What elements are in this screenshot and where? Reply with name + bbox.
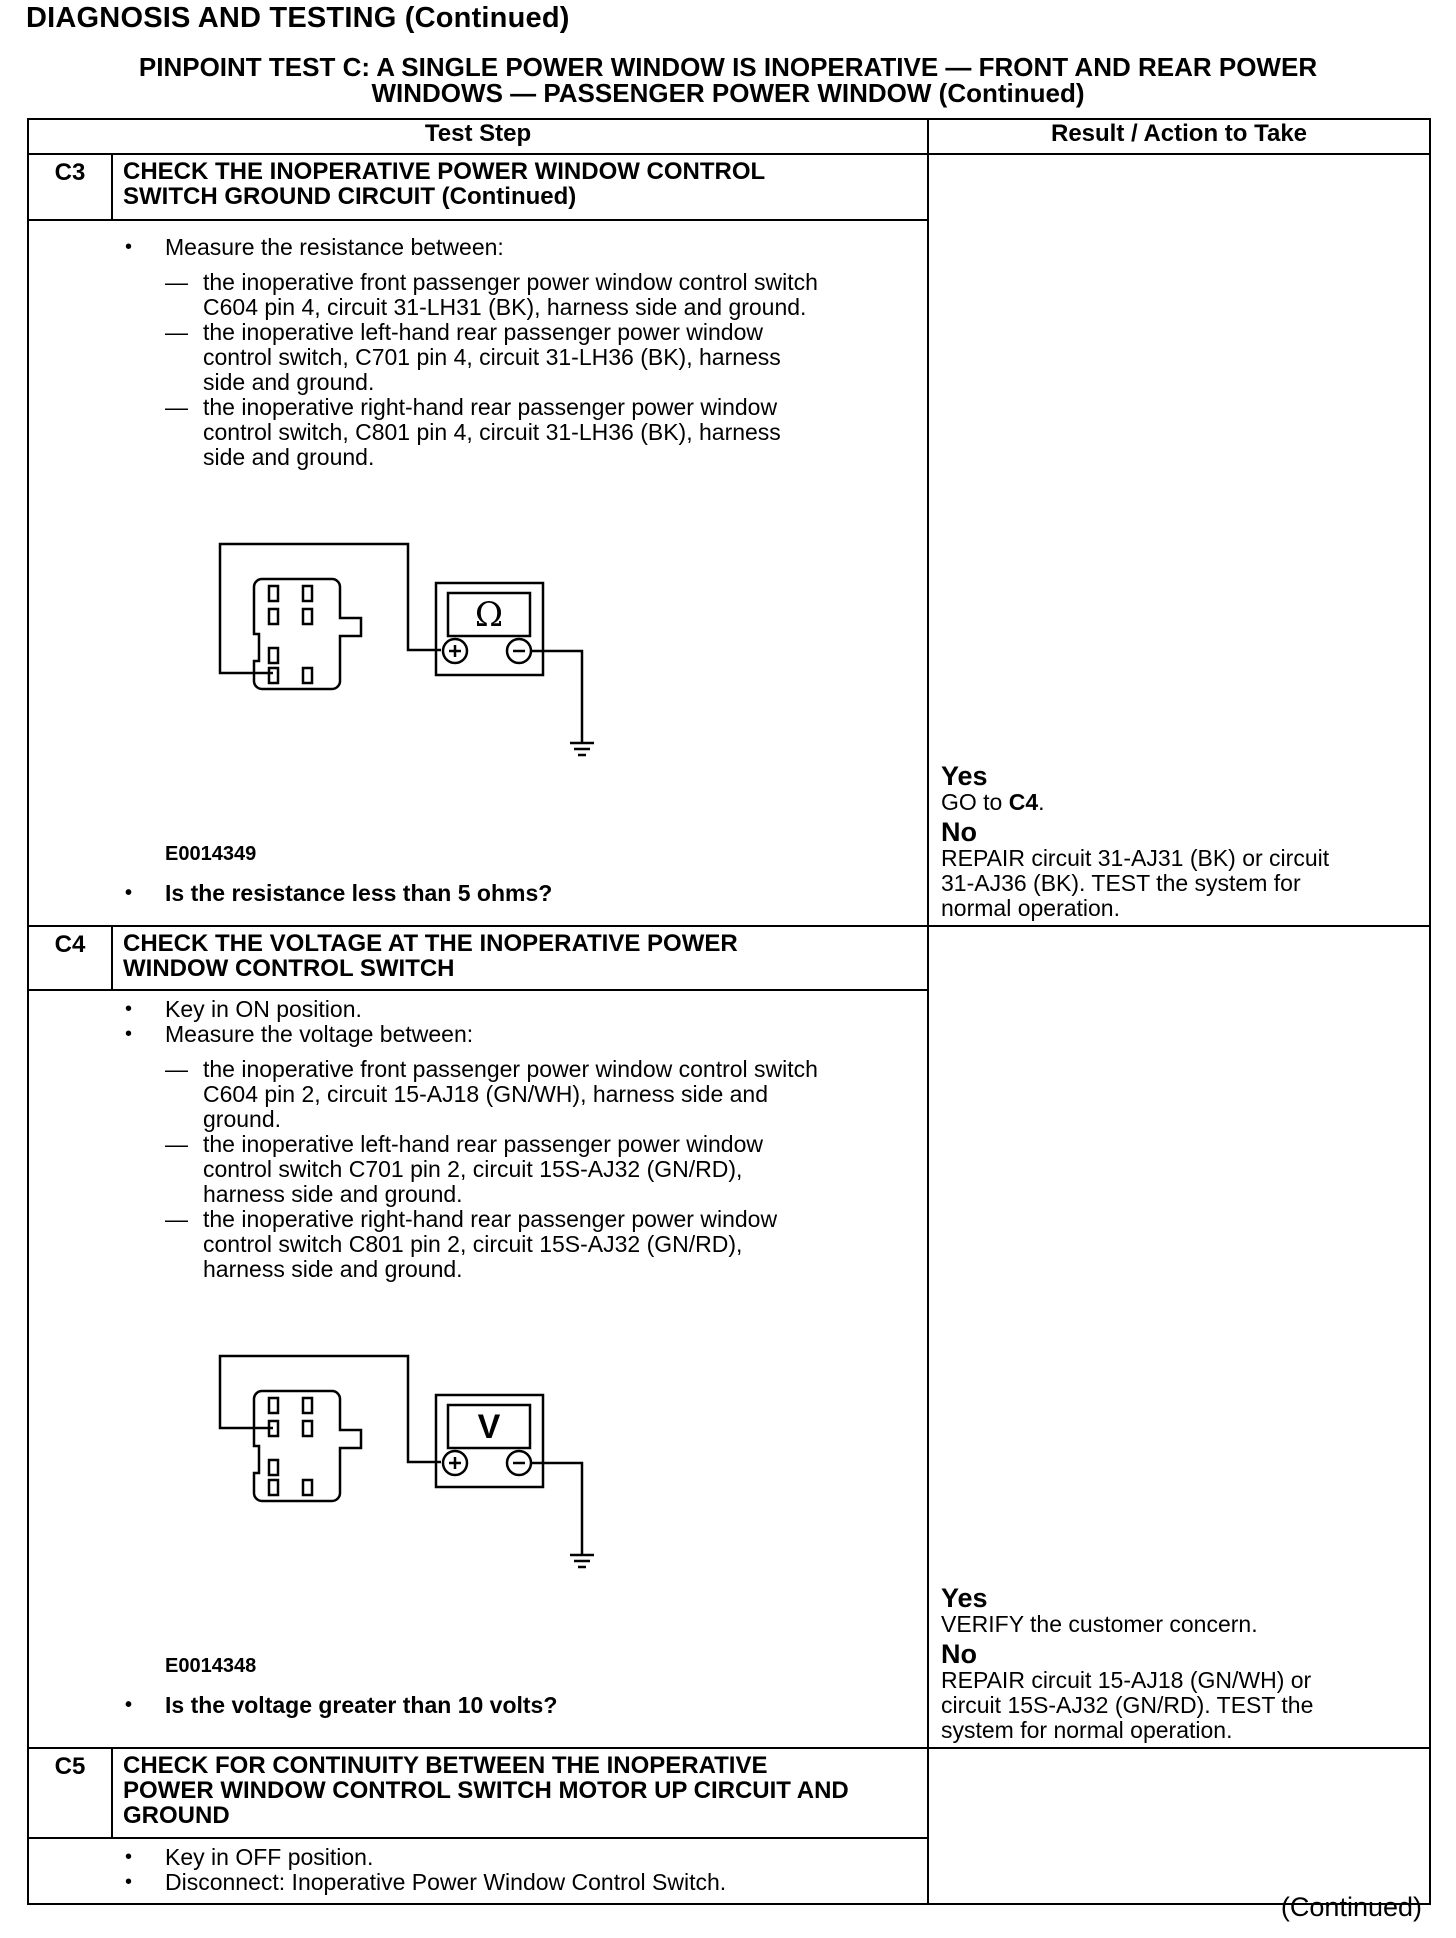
step-c3-title-line-1: CHECK THE INOPERATIVE POWER WINDOW CONTROL bbox=[123, 158, 766, 185]
step-c4-result-text bbox=[941, 1581, 1419, 1743]
sub-item: — the inoperative front passenger power window control switch C604 pin 4, circuit 31-LH31 (BK), harness side and ground. bbox=[165, 269, 818, 320]
step-c4-title-line-2: WINDOW CONTROL SWITCH bbox=[123, 955, 455, 982]
sub-item-list bbox=[165, 270, 917, 470]
bullet-measure-voltage: • Measure the voltage between: bbox=[125, 1022, 917, 1047]
sub-item: — the inoperative front passenger power window control switch C604 pin 2, circuit 15-AJ18 (GN/WH), harness side and ground. bbox=[165, 1056, 818, 1132]
step-c4-title bbox=[112, 926, 928, 990]
result-yes-action: VERIFY the customer concern. bbox=[941, 1611, 1258, 1637]
ohmmeter-diagram bbox=[215, 538, 635, 838]
result-yes-label: Yes bbox=[941, 761, 988, 791]
sub-item: — the inoperative right-hand rear passenger power window control switch, C801 pin 4, circuit 31-LH36 (BK), harness side and ground. bbox=[165, 394, 781, 470]
step-id-c5: C5 bbox=[28, 1748, 112, 1838]
pinpoint-test-title bbox=[0, 54, 1456, 106]
figure-id: E0014348 bbox=[165, 1655, 257, 1677]
result-no-label: No bbox=[941, 817, 977, 847]
step-c5-result bbox=[928, 1748, 1430, 1904]
connector-pin bbox=[303, 1398, 312, 1413]
connector-pin bbox=[269, 586, 278, 601]
ohm-symbol-icon: Ω bbox=[474, 595, 504, 635]
plus-icon bbox=[449, 645, 461, 657]
step-c5-title bbox=[112, 1748, 928, 1838]
ohmmeter-diagram-svg bbox=[215, 538, 635, 838]
ground-icon bbox=[570, 1555, 594, 1567]
step-c3-result-text bbox=[941, 759, 1419, 921]
header-result-action: Result / Action to Take bbox=[928, 119, 1430, 154]
step-c4-body bbox=[28, 990, 928, 1748]
connector-pin bbox=[303, 586, 312, 601]
connector-pin bbox=[269, 1480, 278, 1495]
header-test-step: Test Step bbox=[28, 119, 928, 154]
result-yes-label: Yes bbox=[941, 1583, 988, 1613]
test-title-line-2: WINDOWS — PASSENGER POWER WINDOW (Continued) bbox=[371, 78, 1085, 108]
connector-pin bbox=[303, 1421, 312, 1436]
connector-pin-probed bbox=[269, 668, 278, 683]
probe-lead-ground bbox=[531, 1463, 582, 1555]
test-title-line-1: PINPOINT TEST C: A SINGLE POWER WINDOW IS INOPERATIVE — FRONT AND REAR POWER bbox=[138, 52, 1318, 82]
result-no-label: No bbox=[941, 1639, 977, 1669]
step-c5-title-line-1: CHECK FOR CONTINUITY BETWEEN THE INOPERATIVE bbox=[123, 1752, 768, 1779]
bullet-key-off: • Key in OFF position. bbox=[125, 1845, 917, 1870]
step-id-c4: C4 bbox=[28, 926, 112, 990]
step-c4-result bbox=[928, 926, 1430, 1748]
connector-pin bbox=[303, 609, 312, 624]
result-no-action: REPAIR circuit 31-AJ31 (BK) or circuit 31-AJ36 (BK). TEST the system for normal operation. bbox=[941, 845, 1330, 921]
goto-step-link: C4 bbox=[1008, 789, 1039, 815]
connector-pin bbox=[269, 609, 278, 624]
step-c3-title-line-2: SWITCH GROUND CIRCUIT (Continued) bbox=[123, 183, 577, 210]
step-c5-title-line-3: GROUND bbox=[123, 1802, 230, 1829]
connector-pin bbox=[303, 668, 312, 683]
sub-item-list bbox=[165, 1057, 917, 1282]
connector-pin bbox=[269, 1398, 278, 1413]
voltmeter-diagram bbox=[215, 1350, 635, 1650]
step-c5-title-row bbox=[28, 1748, 1430, 1838]
voltmeter-diagram-svg bbox=[215, 1350, 635, 1650]
bullet-disconnect: • Disconnect: Inoperative Power Window Control Switch. bbox=[125, 1870, 917, 1895]
pinpoint-test-table bbox=[27, 118, 1431, 1905]
question-resistance: • Is the resistance less than 5 ohms? bbox=[125, 881, 917, 906]
plus-icon bbox=[449, 1457, 461, 1469]
table-header-row bbox=[28, 119, 1430, 154]
page-title: DIAGNOSIS AND TESTING (Continued) bbox=[26, 2, 570, 34]
ground-icon bbox=[570, 743, 594, 755]
step-c3-result bbox=[928, 154, 1430, 926]
step-c3-title bbox=[112, 154, 928, 220]
step-c3-title-row bbox=[28, 154, 1430, 220]
continued-footer: (Continued) bbox=[1280, 1892, 1422, 1922]
sub-item: — the inoperative left-hand rear passenger power window control switch, C701 pin 4, circuit 31-LH36 (BK), harness side and ground. bbox=[165, 319, 781, 395]
result-yes-action: GO to C4. bbox=[941, 789, 1045, 815]
volt-symbol-icon: V bbox=[477, 1408, 501, 1446]
question-voltage: • Is the voltage greater than 10 volts? bbox=[125, 1693, 917, 1718]
step-c3-body bbox=[28, 220, 928, 926]
figure-id: E0014349 bbox=[165, 843, 257, 865]
sub-item: — the inoperative left-hand rear passenger power window control switch C701 pin 2, circuit 15S-AJ32 (GN/RD), harness side and ground. bbox=[165, 1131, 763, 1207]
connector-pin bbox=[303, 1480, 312, 1495]
probe-lead-ground bbox=[531, 651, 582, 743]
step-c5-body bbox=[28, 1838, 928, 1904]
step-c4-title-line-1: CHECK THE VOLTAGE AT THE INOPERATIVE POWER bbox=[123, 930, 738, 957]
step-c4-title-row bbox=[28, 926, 1430, 990]
step-id-c3: C3 bbox=[28, 154, 112, 220]
bullet-key-on: • Key in ON position. bbox=[125, 997, 917, 1022]
step-c5-title-line-2: POWER WINDOW CONTROL SWITCH MOTOR UP CIRCUIT AND bbox=[123, 1777, 849, 1804]
result-no-action: REPAIR circuit 15-AJ18 (GN/WH) or circuit 15S-AJ32 (GN/RD). TEST the system for normal operation. bbox=[941, 1667, 1314, 1743]
sub-item: — the inoperative right-hand rear passenger power window control switch C801 pin 2, circuit 15S-AJ32 (GN/RD), harness side and ground. bbox=[165, 1206, 778, 1282]
connector-pin bbox=[269, 648, 278, 663]
bullet-measure-resistance: • Measure the resistance between: bbox=[125, 235, 917, 260]
connector-pin bbox=[269, 1460, 278, 1475]
